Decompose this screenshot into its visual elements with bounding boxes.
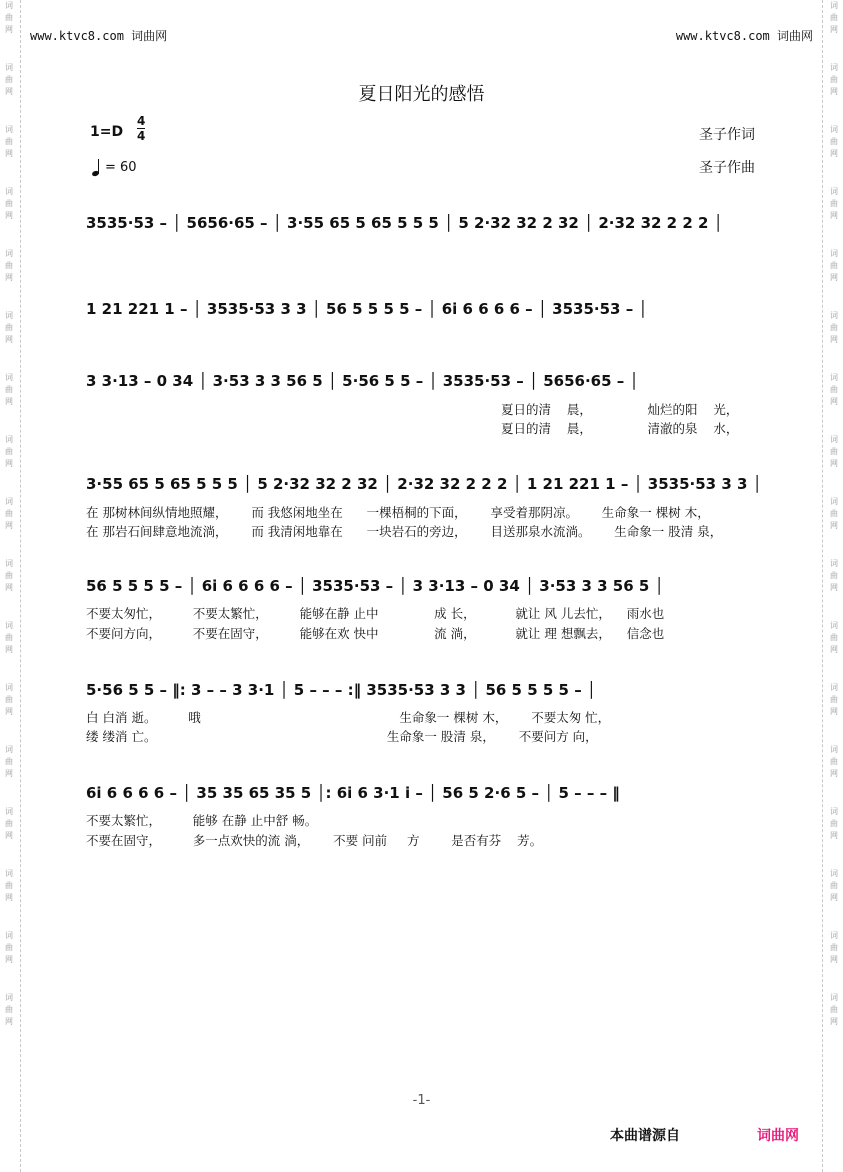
- watermark-char: 词: [5, 807, 13, 816]
- watermark-group: [5, 496, 13, 532]
- watermark-char: 曲: [830, 447, 838, 456]
- watermark-char: 网: [830, 149, 838, 158]
- site-url-right[interactable]: www.ktvc8.com 词曲网: [675, 29, 813, 43]
- watermark-group: [5, 248, 13, 284]
- watermark-char: 曲: [830, 509, 838, 518]
- watermark-char: 网: [5, 893, 13, 902]
- watermark-char: 词: [830, 249, 838, 258]
- watermark-char: 网: [5, 769, 13, 778]
- watermark-char: 网: [5, 335, 13, 344]
- score-line-7: [86, 784, 756, 848]
- watermark-char: 网: [5, 1017, 13, 1026]
- watermark-char: 曲: [830, 633, 838, 642]
- watermark-group: [830, 372, 838, 408]
- watermark-char: 网: [5, 583, 13, 592]
- right-watermark-strip: [827, 0, 841, 1172]
- watermark-char: 词: [5, 1, 13, 10]
- score-line-3: [86, 372, 756, 436]
- watermark-char: 曲: [830, 1005, 838, 1014]
- watermark-char: 词: [830, 745, 838, 754]
- watermark-group: [830, 558, 838, 594]
- lyrics-line-7-verse-2: 不要在固守， 多一点欢快的流 淌， 不要 问前 方 是否有芬 芳。: [86, 833, 543, 848]
- watermark-char: 曲: [5, 385, 13, 394]
- watermark-char: 曲: [5, 819, 13, 828]
- watermark-char: 曲: [5, 13, 13, 22]
- watermark-char: 曲: [5, 447, 13, 456]
- watermark-char: 网: [830, 769, 838, 778]
- watermark-char: 词: [5, 745, 13, 754]
- watermark-char: 曲: [5, 881, 13, 890]
- watermark-char: 网: [5, 273, 13, 282]
- lyricist-credit: 圣子作词: [699, 127, 755, 143]
- watermark-char: 曲: [830, 199, 838, 208]
- watermark-group: [5, 682, 13, 718]
- watermark-char: 网: [830, 521, 838, 530]
- lyrics-line-6-verse-2: 缕 缕消 亡。 生命象一 股清 泉， 不要问方 向，: [86, 729, 598, 744]
- watermark-group: [830, 806, 838, 842]
- tempo-value: = 60: [105, 159, 137, 175]
- watermark-char: 曲: [830, 261, 838, 270]
- watermark-char: 词: [5, 187, 13, 196]
- watermark-char: 曲: [5, 943, 13, 952]
- watermark-char: 曲: [5, 509, 13, 518]
- watermark-group: [5, 620, 13, 656]
- watermark-char: 曲: [5, 695, 13, 704]
- score-line-2: [86, 300, 756, 340]
- quarter-note-icon: [92, 158, 102, 176]
- watermark-group: [5, 124, 13, 160]
- watermark-char: 词: [5, 559, 13, 568]
- watermark-char: 曲: [830, 13, 838, 22]
- watermark-group: [830, 434, 838, 470]
- watermark-char: 网: [830, 397, 838, 406]
- watermark-char: 词: [5, 311, 13, 320]
- watermark-char: 词: [5, 249, 13, 258]
- watermark-char: 网: [5, 149, 13, 158]
- meter-top: 4: [137, 114, 146, 128]
- watermark-char: 词: [830, 807, 838, 816]
- watermark-group: [830, 124, 838, 160]
- lyrics-line-4-verse-2: 在 那岩石间肆意地流淌， 而 我清闲地靠在 一块岩石的旁边， 目送那泉水流淌。 生命象一 股清 泉，: [86, 524, 723, 539]
- watermark-char: 词: [830, 683, 838, 692]
- notes-line-4: 3·55 65 5 65 5 5 5 │ 5 2·32 32 2 32 │ 2·32 32 2 2 2 │ 1 21 221 1 – │ 3535·53 3 3 │: [86, 475, 762, 493]
- watermark-char: 词: [5, 125, 13, 134]
- watermark-char: 网: [5, 211, 13, 220]
- notes-line-7: 6i 6 6 6 6 – │ 35 35 65 35 5 │: 6i 6 3·1 i – │ 56 5 2·6 5 – │ 5 – – – ‖: [86, 784, 620, 802]
- watermark-char: 网: [830, 273, 838, 282]
- watermark-char: 曲: [5, 571, 13, 580]
- watermark-char: 词: [830, 1, 838, 10]
- page-number: -1-: [412, 1093, 431, 1108]
- watermark-char: 网: [830, 87, 838, 96]
- watermark-group: [830, 744, 838, 780]
- left-dashed-border: [20, 0, 21, 1172]
- watermark-char: 曲: [5, 261, 13, 270]
- watermark-char: 网: [5, 25, 13, 34]
- watermark-char: 词: [5, 931, 13, 940]
- watermark-char: 词: [5, 869, 13, 878]
- watermark-char: 曲: [830, 323, 838, 332]
- score-line-6: [86, 681, 756, 744]
- watermark-char: 网: [830, 583, 838, 592]
- watermark-char: 网: [5, 645, 13, 654]
- watermark-group: [5, 744, 13, 780]
- lyrics-line-4-verse-1: 在 那树林间纵情地照耀， 而 我悠闲地坐在 一棵梧桐的下面， 享受着那阴凉。 生命象一 棵树 木，: [86, 505, 710, 520]
- watermark-char: 曲: [5, 1005, 13, 1014]
- watermark-char: 网: [830, 211, 838, 220]
- watermark-group: [830, 496, 838, 532]
- lyrics-line-3-verse-1: 夏日的清 晨， 灿烂的阳 光，: [501, 402, 739, 417]
- watermark-group: [830, 186, 838, 222]
- watermark-char: 网: [830, 831, 838, 840]
- watermark-group: [830, 868, 838, 904]
- watermark-char: 曲: [830, 571, 838, 580]
- watermark-group: [5, 372, 13, 408]
- watermark-char: 网: [5, 521, 13, 530]
- watermark-char: 词: [5, 683, 13, 692]
- score-line-1: [86, 214, 756, 254]
- meter-bottom: 4: [137, 129, 146, 143]
- watermark-group: [5, 0, 13, 36]
- watermark-char: 词: [830, 63, 838, 72]
- watermark-char: 网: [830, 335, 838, 344]
- watermark-char: 网: [830, 645, 838, 654]
- notes-line-1: 3535·53 – │ 5656·65 – │ 3·55 65 5 65 5 5 5 │ 5 2·32 32 2 32 │ 2·32 32 2 2 2 │: [86, 214, 723, 232]
- composer-credit: 圣子作曲: [699, 160, 755, 176]
- watermark-char: 网: [5, 459, 13, 468]
- watermark-char: 曲: [5, 75, 13, 84]
- notes-line-2: 1 21 221 1 – │ 3535·53 3 3 │ 56 5 5 5 5 – │ 6i 6 6 6 6 – │ 3535·53 – │: [86, 300, 648, 318]
- watermark-group: [5, 930, 13, 966]
- watermark-char: 词: [5, 373, 13, 382]
- watermark-char: 曲: [5, 757, 13, 766]
- watermark-char: 词: [830, 497, 838, 506]
- watermark-group: [830, 248, 838, 284]
- lyrics-line-6-verse-1: 白 白消 逝。 哦 生命象一 棵树 木， 不要太匆 忙，: [86, 710, 611, 725]
- watermark-char: 词: [830, 993, 838, 1002]
- song-title: 夏日阳光的感悟: [358, 84, 485, 105]
- lyrics-line-7-verse-1: 不要太繁忙， 能够 在静 止中舒 畅。: [86, 813, 318, 828]
- lyrics-line-5-verse-2: 不要问方向， 不要在固守， 能够在欢 快中 流 淌， 就让 理 想飘去， 信念也: [86, 626, 665, 641]
- watermark-char: 词: [5, 497, 13, 506]
- watermark-char: 曲: [830, 819, 838, 828]
- watermark-char: 曲: [830, 385, 838, 394]
- watermark-group: [5, 992, 13, 1028]
- source-label: 本曲谱源自: [610, 1128, 680, 1144]
- watermark-char: 曲: [5, 137, 13, 146]
- watermark-char: 词: [830, 125, 838, 134]
- watermark-char: 词: [830, 931, 838, 940]
- key-signature: 1=D: [90, 124, 124, 140]
- watermark-char: 词: [830, 187, 838, 196]
- watermark-group: [5, 186, 13, 222]
- watermark-char: 词: [830, 435, 838, 444]
- left-watermark-strip: [2, 0, 16, 1172]
- watermark-char: 网: [5, 955, 13, 964]
- watermark-group: [5, 434, 13, 470]
- watermark-group: [830, 0, 838, 36]
- time-signature: [137, 114, 145, 143]
- watermark-group: [830, 310, 838, 346]
- watermark-group: [5, 868, 13, 904]
- score-line-4: [86, 475, 762, 539]
- watermark-char: 词: [5, 63, 13, 72]
- watermark-char: 词: [5, 435, 13, 444]
- tempo-marking: [92, 158, 137, 176]
- watermark-char: 网: [830, 707, 838, 716]
- watermark-char: 曲: [830, 75, 838, 84]
- watermark-char: 曲: [830, 695, 838, 704]
- watermark-group: [830, 682, 838, 718]
- watermark-char: 网: [5, 707, 13, 716]
- notes-line-6: 5·56 5 5 – ‖: 3 – – 3 3·1 │ 5 – – – :‖ 3535·53 3 3 │ 56 5 5 5 5 – │: [86, 681, 596, 699]
- lyrics-line-3-verse-2: 夏日的清 晨， 清澈的泉 水，: [501, 421, 739, 436]
- source-logo[interactable]: 词曲网: [757, 1128, 799, 1144]
- watermark-char: 网: [830, 459, 838, 468]
- watermark-group: [830, 930, 838, 966]
- watermark-char: 词: [830, 311, 838, 320]
- watermark-char: 曲: [830, 137, 838, 146]
- watermark-char: 曲: [5, 323, 13, 332]
- site-url-left[interactable]: www.ktvc8.com 词曲网: [30, 29, 168, 43]
- watermark-char: 曲: [5, 633, 13, 642]
- watermark-char: 词: [830, 869, 838, 878]
- watermark-char: 网: [830, 955, 838, 964]
- watermark-char: 曲: [830, 881, 838, 890]
- score-line-5: [86, 577, 756, 641]
- right-dashed-border: [822, 0, 823, 1172]
- watermark-group: [830, 992, 838, 1028]
- lyrics-line-5-verse-1: 不要太匆忙， 不要太繁忙， 能够在静 止中 成 长， 就让 风 儿去忙， 雨水也: [86, 606, 665, 621]
- notes-line-5: 56 5 5 5 5 – │ 6i 6 6 6 6 – │ 3535·53 – │ 3 3·13 – 0 34 │ 3·53 3 3 56 5 │: [86, 577, 664, 595]
- watermark-char: 词: [5, 621, 13, 630]
- watermark-char: 词: [5, 993, 13, 1002]
- watermark-char: 曲: [5, 199, 13, 208]
- watermark-group: [830, 620, 838, 656]
- watermark-group: [5, 806, 13, 842]
- notes-line-3: 3 3·13 – 0 34 │ 3·53 3 3 56 5 │ 5·56 5 5 – │ 3535·53 – │ 5656·65 – │: [86, 372, 639, 390]
- watermark-char: 网: [5, 87, 13, 96]
- watermark-char: 词: [830, 373, 838, 382]
- watermark-group: [5, 558, 13, 594]
- watermark-char: 曲: [830, 757, 838, 766]
- watermark-char: 网: [5, 397, 13, 406]
- watermark-char: 词: [830, 621, 838, 630]
- watermark-char: 网: [830, 893, 838, 902]
- watermark-char: 网: [830, 25, 838, 34]
- watermark-char: 网: [5, 831, 13, 840]
- watermark-group: [5, 310, 13, 346]
- watermark-char: 网: [830, 1017, 838, 1026]
- watermark-char: 词: [830, 559, 838, 568]
- watermark-char: 曲: [830, 943, 838, 952]
